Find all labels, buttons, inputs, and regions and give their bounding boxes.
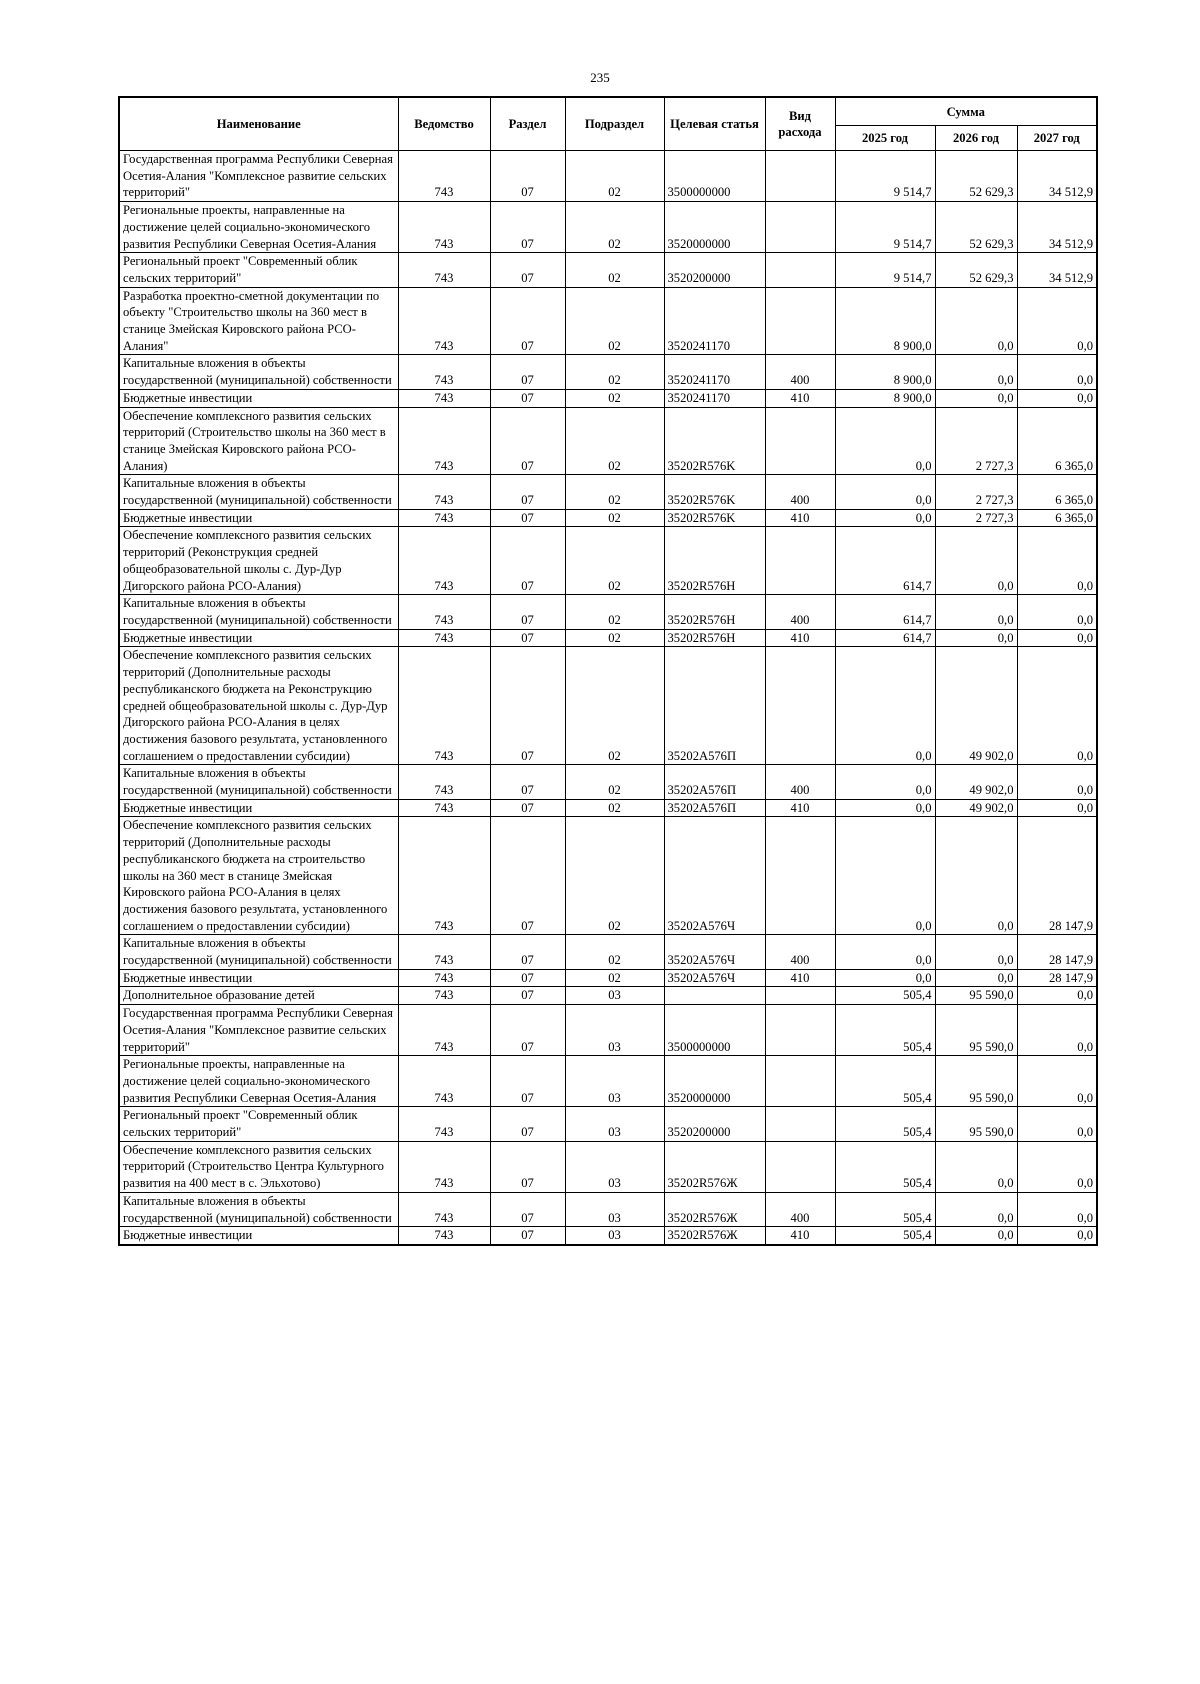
table-row [119,1192,1097,1226]
cell-vedomstvo: 743 [398,202,490,253]
cell-tselevaya-statya: 35202R576H [664,527,765,595]
cell-2027: 34 512,9 [1017,253,1097,287]
cell-tselevaya-statya: 35202R576H [664,595,765,629]
cell-name: Обеспечение комплексного развития сельских территорий (Строительство школы на 360 мест в станице Змейская Кировского района РСО-Алания) [119,407,398,475]
table-row [119,799,1097,817]
cell-name: Бюджетные инвестиции [119,509,398,527]
cell-2027: 0,0 [1017,1005,1097,1056]
table-row [119,202,1097,253]
cell-2027: 0,0 [1017,287,1097,355]
cell-2025: 505,4 [835,1227,935,1245]
table-row [119,509,1097,527]
header-vid-raskhoda: Вид расхода [765,97,835,151]
cell-name: Капитальные вложения в объекты государственной (муниципальной) собственности [119,765,398,799]
cell-2025: 0,0 [835,509,935,527]
cell-vid-raskhoda: 400 [765,355,835,389]
cell-name: Капитальные вложения в объекты государственной (муниципальной) собственности [119,595,398,629]
cell-vedomstvo: 743 [398,527,490,595]
cell-name: Государственная программа Республики Северная Осетия-Алания "Комплексное развитие сельских территорий" [119,151,398,202]
cell-razdel: 07 [490,969,565,987]
cell-2026: 52 629,3 [935,151,1017,202]
cell-vid-raskhoda [765,1107,835,1141]
cell-tselevaya-statya: 3520241170 [664,389,765,407]
table-row [119,1005,1097,1056]
cell-vid-raskhoda [765,287,835,355]
cell-razdel: 07 [490,1107,565,1141]
cell-2025: 8 900,0 [835,287,935,355]
cell-2025: 0,0 [835,647,935,765]
cell-vid-raskhoda: 400 [765,765,835,799]
cell-tselevaya-statya: 35202R576Ж [664,1227,765,1245]
cell-2027: 0,0 [1017,1141,1097,1192]
cell-vedomstvo: 743 [398,253,490,287]
cell-razdel: 07 [490,407,565,475]
table-row [119,355,1097,389]
cell-2027: 0,0 [1017,765,1097,799]
cell-2027: 6 365,0 [1017,475,1097,509]
cell-name: Разработка проектно-сметной документации по объекту "Строительство школы на 360 мест в станице Змейская Кировского района РСО-Алания" [119,287,398,355]
cell-2027: 0,0 [1017,1107,1097,1141]
cell-razdel: 07 [490,202,565,253]
cell-vid-raskhoda [765,647,835,765]
cell-tselevaya-statya: 35202A576Ч [664,969,765,987]
cell-2026: 49 902,0 [935,765,1017,799]
cell-podrazdel: 02 [565,969,664,987]
cell-tselevaya-statya [664,987,765,1005]
cell-2025: 9 514,7 [835,151,935,202]
cell-2025: 505,4 [835,1141,935,1192]
cell-2026: 0,0 [935,1227,1017,1245]
cell-vedomstvo: 743 [398,1107,490,1141]
table-row [119,765,1097,799]
cell-2027: 28 147,9 [1017,935,1097,969]
cell-name: Государственная программа Республики Северная Осетия-Алания "Комплексное развитие сельских территорий" [119,1005,398,1056]
header-year-2027: 2027 год [1017,126,1097,151]
cell-tselevaya-statya: 3520241170 [664,287,765,355]
cell-vedomstvo: 743 [398,475,490,509]
cell-2026: 0,0 [935,629,1017,647]
cell-name: Бюджетные инвестиции [119,1227,398,1245]
cell-podrazdel: 02 [565,202,664,253]
table-row [119,817,1097,935]
cell-vid-raskhoda [765,987,835,1005]
cell-tselevaya-statya: 35202R576Ж [664,1192,765,1226]
cell-vedomstvo: 743 [398,1192,490,1226]
cell-tselevaya-statya: 35202R576K [664,407,765,475]
cell-podrazdel: 02 [565,765,664,799]
cell-razdel: 07 [490,287,565,355]
page-number: 235 [590,70,610,85]
cell-razdel: 07 [490,389,565,407]
cell-2027: 6 365,0 [1017,407,1097,475]
table-header [119,97,1097,151]
cell-razdel: 07 [490,817,565,935]
cell-vid-raskhoda [765,1056,835,1107]
cell-vedomstvo: 743 [398,595,490,629]
cell-2027: 0,0 [1017,1227,1097,1245]
cell-tselevaya-statya: 35202A576Ч [664,817,765,935]
cell-tselevaya-statya: 3500000000 [664,1005,765,1056]
cell-2025: 8 900,0 [835,389,935,407]
cell-2027: 0,0 [1017,595,1097,629]
cell-2027: 0,0 [1017,647,1097,765]
cell-vid-raskhoda [765,817,835,935]
cell-name: Капитальные вложения в объекты государственной (муниципальной) собственности [119,355,398,389]
header-vedomstvo: Ведомство [398,97,490,151]
cell-2025: 505,4 [835,1005,935,1056]
cell-vid-raskhoda: 400 [765,595,835,629]
cell-vedomstvo: 743 [398,509,490,527]
cell-2026: 52 629,3 [935,202,1017,253]
cell-vid-raskhoda: 400 [765,935,835,969]
cell-razdel: 07 [490,355,565,389]
cell-2026: 0,0 [935,1192,1017,1226]
cell-razdel: 07 [490,1227,565,1245]
cell-podrazdel: 02 [565,799,664,817]
cell-2026: 95 590,0 [935,987,1017,1005]
cell-vedomstvo: 743 [398,799,490,817]
cell-tselevaya-statya: 35202R576Ж [664,1141,765,1192]
cell-vedomstvo: 743 [398,817,490,935]
cell-podrazdel: 02 [565,509,664,527]
cell-2027: 0,0 [1017,629,1097,647]
cell-razdel: 07 [490,799,565,817]
cell-tselevaya-statya: 3520000000 [664,1056,765,1107]
cell-razdel: 07 [490,1192,565,1226]
cell-razdel: 07 [490,935,565,969]
cell-vid-raskhoda: 410 [765,1227,835,1245]
cell-podrazdel: 02 [565,935,664,969]
table-row [119,969,1097,987]
cell-2026: 52 629,3 [935,253,1017,287]
cell-2026: 2 727,3 [935,475,1017,509]
header-tselevaya-statya: Целевая статья [664,97,765,151]
cell-name: Бюджетные инвестиции [119,799,398,817]
cell-name: Региональные проекты, направленные на достижение целей социально-экономического развития Республики Северная Осетия-Алания [119,1056,398,1107]
cell-2026: 2 727,3 [935,407,1017,475]
cell-podrazdel: 02 [565,253,664,287]
cell-2026: 95 590,0 [935,1056,1017,1107]
header-podrazdel: Подраздел [565,97,664,151]
table-row [119,253,1097,287]
cell-vedomstvo: 743 [398,1141,490,1192]
cell-name: Бюджетные инвестиции [119,629,398,647]
cell-name: Региональный проект "Современный облик сельских территорий" [119,1107,398,1141]
cell-vid-raskhoda: 400 [765,1192,835,1226]
cell-name: Обеспечение комплексного развития сельских территорий (Реконструкция средней общеобразовательной школы с. Дур-Дур Дигорского района РСО-Алания) [119,527,398,595]
cell-podrazdel: 02 [565,595,664,629]
cell-vid-raskhoda [765,1005,835,1056]
table-row [119,595,1097,629]
cell-vedomstvo: 743 [398,407,490,475]
cell-2026: 0,0 [935,287,1017,355]
cell-podrazdel: 03 [565,1192,664,1226]
cell-podrazdel: 02 [565,629,664,647]
cell-2026: 0,0 [935,595,1017,629]
cell-razdel: 07 [490,475,565,509]
cell-2025: 614,7 [835,527,935,595]
header-year-2026: 2026 год [935,126,1017,151]
cell-razdel: 07 [490,527,565,595]
cell-2027: 0,0 [1017,799,1097,817]
table-row [119,1056,1097,1107]
cell-razdel: 07 [490,647,565,765]
cell-name: Региональные проекты, направленные на достижение целей социально-экономического развития Республики Северная Осетия-Алания [119,202,398,253]
cell-tselevaya-statya: 35202A576Ч [664,935,765,969]
cell-2025: 505,4 [835,1056,935,1107]
cell-vid-raskhoda [765,202,835,253]
cell-tselevaya-statya: 3500000000 [664,151,765,202]
cell-tselevaya-statya: 35202A576П [664,647,765,765]
cell-tselevaya-statya: 3520200000 [664,253,765,287]
cell-2025: 9 514,7 [835,202,935,253]
cell-2027: 28 147,9 [1017,969,1097,987]
cell-tselevaya-statya: 3520000000 [664,202,765,253]
table-body [119,151,1097,1246]
cell-2026: 95 590,0 [935,1107,1017,1141]
cell-vedomstvo: 743 [398,151,490,202]
cell-vid-raskhoda: 410 [765,969,835,987]
cell-2027: 0,0 [1017,527,1097,595]
table-row [119,1227,1097,1245]
cell-vedomstvo: 743 [398,765,490,799]
cell-vedomstvo: 743 [398,629,490,647]
cell-2027: 0,0 [1017,355,1097,389]
cell-2025: 0,0 [835,765,935,799]
cell-tselevaya-statya: 35202A576П [664,765,765,799]
cell-podrazdel: 02 [565,475,664,509]
cell-podrazdel: 03 [565,1056,664,1107]
cell-2025: 0,0 [835,817,935,935]
table-row [119,407,1097,475]
cell-2025: 614,7 [835,595,935,629]
cell-2025: 0,0 [835,969,935,987]
cell-vid-raskhoda: 400 [765,475,835,509]
table-row [119,527,1097,595]
header-summa: Сумма [835,97,1097,126]
cell-podrazdel: 02 [565,817,664,935]
cell-podrazdel: 03 [565,987,664,1005]
cell-podrazdel: 03 [565,1107,664,1141]
cell-2027: 6 365,0 [1017,509,1097,527]
cell-podrazdel: 02 [565,647,664,765]
cell-2025: 614,7 [835,629,935,647]
cell-vedomstvo: 743 [398,935,490,969]
cell-tselevaya-statya: 35202A576П [664,799,765,817]
cell-vid-raskhoda [765,1141,835,1192]
cell-name: Обеспечение комплексного развития сельских территорий (Дополнительные расходы республиканского бюджета на Реконструкцию средней общеобразовательной школы с. Дур-Дур Дигорского района РСО-Алания в целях достижения базового результата, установленного соглашением о предоставлении субсидии) [119,647,398,765]
cell-tselevaya-statya: 35202R576K [664,509,765,527]
cell-name: Региональный проект "Современный облик сельских территорий" [119,253,398,287]
cell-vid-raskhoda [765,407,835,475]
cell-razdel: 07 [490,987,565,1005]
cell-vedomstvo: 743 [398,1056,490,1107]
cell-name: Капитальные вложения в объекты государственной (муниципальной) собственности [119,1192,398,1226]
cell-name: Бюджетные инвестиции [119,389,398,407]
cell-2026: 95 590,0 [935,1005,1017,1056]
cell-name: Обеспечение комплексного развития сельских территорий (Дополнительные расходы республиканского бюджета на строительство школы на 360 мест в станице Змейская Кировского района РСО-Алания в целях достижения базового результата, установленного соглашением о предоставлении субсидии) [119,817,398,935]
cell-2027: 0,0 [1017,1192,1097,1226]
header-razdel: Раздел [490,97,565,151]
cell-vid-raskhoda: 410 [765,629,835,647]
cell-podrazdel: 02 [565,287,664,355]
cell-tselevaya-statya: 35202R576K [664,475,765,509]
cell-2026: 0,0 [935,817,1017,935]
cell-vedomstvo: 743 [398,647,490,765]
cell-2025: 505,4 [835,1107,935,1141]
table-row [119,935,1097,969]
cell-2026: 0,0 [935,527,1017,595]
cell-2027: 28 147,9 [1017,817,1097,935]
cell-2027: 0,0 [1017,389,1097,407]
cell-2026: 0,0 [935,969,1017,987]
table-row [119,647,1097,765]
cell-2026: 0,0 [935,1141,1017,1192]
budget-table [118,96,1098,1246]
cell-vedomstvo: 743 [398,1227,490,1245]
table-row [119,287,1097,355]
cell-vid-raskhoda: 410 [765,799,835,817]
cell-tselevaya-statya: 35202R576H [664,629,765,647]
cell-2025: 0,0 [835,475,935,509]
cell-name: Бюджетные инвестиции [119,969,398,987]
cell-podrazdel: 02 [565,407,664,475]
cell-razdel: 07 [490,151,565,202]
cell-vedomstvo: 743 [398,355,490,389]
cell-2025: 8 900,0 [835,355,935,389]
cell-2026: 0,0 [935,389,1017,407]
cell-podrazdel: 03 [565,1005,664,1056]
header-year-2025: 2025 год [835,126,935,151]
cell-podrazdel: 03 [565,1141,664,1192]
cell-2027: 0,0 [1017,987,1097,1005]
cell-tselevaya-statya: 3520241170 [664,355,765,389]
cell-podrazdel: 03 [565,1227,664,1245]
cell-2025: 9 514,7 [835,253,935,287]
cell-vedomstvo: 743 [398,1005,490,1056]
cell-name: Капитальные вложения в объекты государственной (муниципальной) собственности [119,935,398,969]
cell-2026: 0,0 [935,355,1017,389]
table-row [119,389,1097,407]
table-row [119,987,1097,1005]
cell-vid-raskhoda [765,527,835,595]
cell-name: Капитальные вложения в объекты государственной (муниципальной) собственности [119,475,398,509]
cell-name: Дополнительное образование детей [119,987,398,1005]
cell-podrazdel: 02 [565,151,664,202]
cell-vid-raskhoda [765,151,835,202]
cell-2026: 2 727,3 [935,509,1017,527]
cell-razdel: 07 [490,1005,565,1056]
cell-2025: 505,4 [835,987,935,1005]
cell-2026: 49 902,0 [935,647,1017,765]
cell-2026: 0,0 [935,935,1017,969]
cell-podrazdel: 02 [565,355,664,389]
table-row [119,1107,1097,1141]
cell-vid-raskhoda [765,253,835,287]
table-row [119,1141,1097,1192]
cell-vid-raskhoda: 410 [765,509,835,527]
cell-razdel: 07 [490,595,565,629]
cell-2025: 0,0 [835,935,935,969]
cell-2025: 0,0 [835,799,935,817]
cell-name: Обеспечение комплексного развития сельских территорий (Строительство Центра Культурного развития на 400 мест в с. Эльхотово) [119,1141,398,1192]
cell-vedomstvo: 743 [398,389,490,407]
table-row [119,151,1097,202]
cell-vedomstvo: 743 [398,987,490,1005]
cell-2027: 0,0 [1017,1056,1097,1107]
cell-podrazdel: 02 [565,527,664,595]
cell-vedomstvo: 743 [398,287,490,355]
cell-razdel: 07 [490,1056,565,1107]
cell-2025: 0,0 [835,407,935,475]
cell-razdel: 07 [490,509,565,527]
cell-2027: 34 512,9 [1017,202,1097,253]
header-name: Наименование [119,97,398,151]
cell-podrazdel: 02 [565,389,664,407]
cell-razdel: 07 [490,629,565,647]
table-row [119,475,1097,509]
cell-2026: 49 902,0 [935,799,1017,817]
cell-vid-raskhoda: 410 [765,389,835,407]
cell-2027: 34 512,9 [1017,151,1097,202]
cell-tselevaya-statya: 3520200000 [664,1107,765,1141]
cell-razdel: 07 [490,253,565,287]
cell-razdel: 07 [490,765,565,799]
cell-vedomstvo: 743 [398,969,490,987]
cell-razdel: 07 [490,1141,565,1192]
cell-2025: 505,4 [835,1192,935,1226]
table-row [119,629,1097,647]
